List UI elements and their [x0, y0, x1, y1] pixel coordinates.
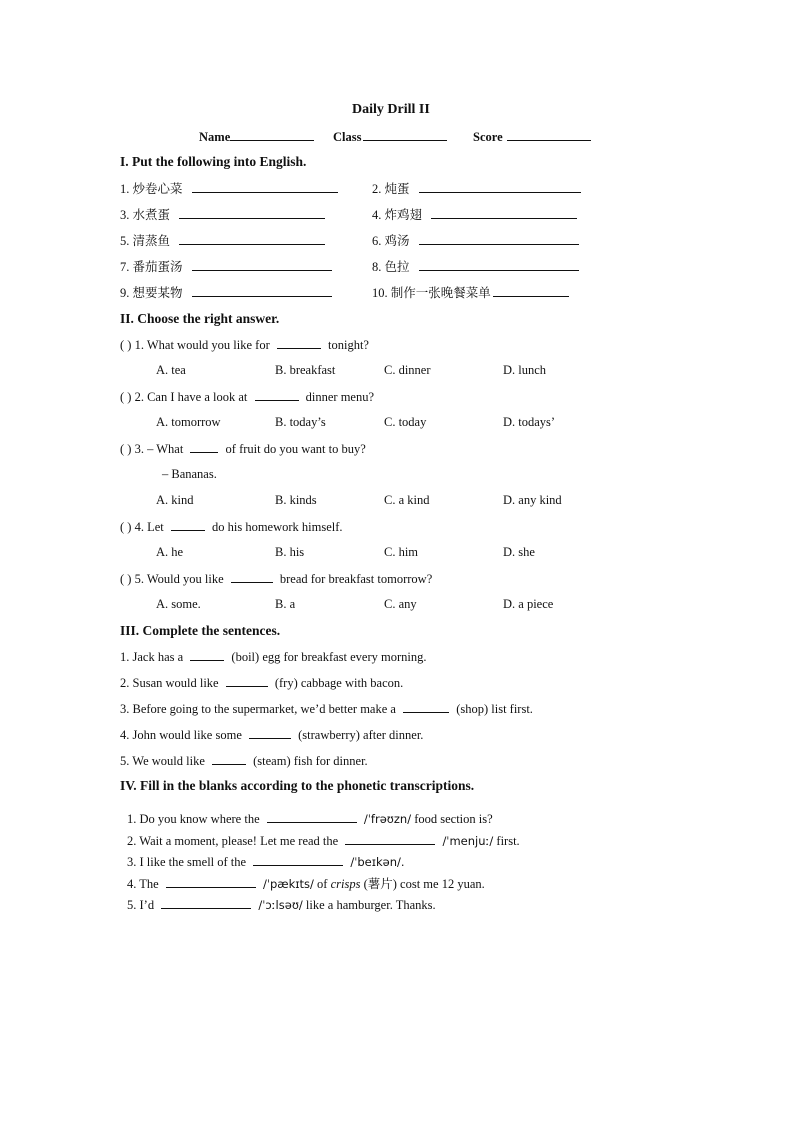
answer-blank[interactable]	[255, 388, 299, 401]
answer-blank[interactable]	[161, 896, 251, 909]
section-4-heading: IV. Fill in the blanks according to the phonetic transcriptions.	[120, 778, 475, 793]
phonetic-item: 4. The /ˈpækɪts/ of crisps (薯片) cost me 12 yuan.	[127, 877, 485, 891]
sentence-item: 5. We would like (steam) fish for dinner.	[120, 754, 368, 768]
answer-blank[interactable]	[166, 875, 256, 888]
section-2-heading: II. Choose the right answer.	[120, 311, 280, 326]
answer-blank[interactable]	[419, 232, 579, 245]
option[interactable]: B. kinds	[275, 493, 317, 507]
class-blank[interactable]	[363, 128, 447, 141]
translate-item: 7. 番茄蛋汤	[120, 258, 332, 275]
translate-item: 2. 炖蛋	[372, 180, 581, 197]
name-field	[199, 128, 314, 145]
translate-item: 8. 色拉	[372, 258, 579, 275]
option[interactable]: C. any	[384, 597, 417, 611]
phonetic-item: 3. I like the smell of the /ˈbeɪkən/.	[127, 855, 405, 869]
translate-item: 1. 炒卷心菜	[120, 180, 338, 197]
answer-blank[interactable]	[345, 832, 435, 845]
option[interactable]: C. him	[384, 545, 419, 559]
option[interactable]: C. dinner	[384, 363, 431, 377]
question-stem: ( ) 2. Can I have a look at dinner menu?	[120, 390, 375, 404]
phonetic-text: /ˈɔːlsəʊ/	[258, 898, 303, 912]
sentence-item: 2. Susan would like (fry) cabbage with bacon.	[120, 676, 404, 690]
answer-blank[interactable]	[179, 232, 325, 245]
option[interactable]: D. any kind	[503, 493, 562, 507]
sentence-item: 1. Jack has a (boil) egg for breakfast every morning.	[120, 650, 427, 664]
answer-blank[interactable]	[231, 570, 273, 583]
answer-blank[interactable]	[171, 518, 205, 531]
question-stem: ( ) 5. Would you like bread for breakfast tomorrow?	[120, 572, 433, 586]
sentence-item: 4. John would like some (strawberry) after dinner.	[120, 728, 424, 742]
answer-blank[interactable]	[431, 206, 577, 219]
translate-item: 10. 制作一张晚餐菜单	[372, 284, 569, 301]
option[interactable]: D. todays’	[503, 415, 556, 429]
answer-blank[interactable]	[192, 258, 332, 271]
name-label: Name	[199, 130, 231, 144]
translate-item: 4. 炸鸡翅	[372, 206, 577, 223]
answer-blank[interactable]	[277, 336, 321, 349]
answer-blank[interactable]	[419, 258, 579, 271]
translate-item: 5. 清蒸鱼	[120, 232, 325, 249]
option[interactable]: C. a kind	[384, 493, 430, 507]
answer-blank[interactable]	[190, 440, 218, 453]
answer-blank[interactable]	[419, 180, 581, 193]
question-stem: ( ) 4. Let do his homework himself.	[120, 520, 343, 534]
page-title: Daily Drill II	[352, 102, 430, 117]
score-label: Score	[473, 130, 503, 144]
answer-blank[interactable]	[179, 206, 325, 219]
answer-blank[interactable]	[226, 674, 268, 687]
answer-blank[interactable]	[212, 752, 246, 765]
option[interactable]: B. his	[275, 545, 305, 559]
option[interactable]: A. kind	[156, 493, 194, 507]
question-stem: ( ) 3. – What of fruit do you want to buy?	[120, 442, 366, 456]
option[interactable]: D. she	[503, 545, 535, 559]
translate-item: 6. 鸡汤	[372, 232, 579, 249]
name-blank[interactable]	[230, 128, 314, 141]
translate-item: 3. 水煮蛋	[120, 206, 325, 223]
phonetic-text: /ˈmenjuː/	[442, 834, 494, 848]
answer-blank[interactable]	[253, 853, 343, 866]
question-stem: ( ) 1. What would you like for tonight?	[120, 338, 369, 352]
option[interactable]: B. today’s	[275, 415, 326, 429]
option[interactable]: D. a piece	[503, 597, 554, 611]
answer-blank[interactable]	[192, 284, 332, 297]
option[interactable]: A. tomorrow	[156, 415, 221, 429]
phonetic-text: /ˈpækɪts/	[262, 877, 314, 891]
answer-blank[interactable]	[403, 700, 449, 713]
option[interactable]: B. breakfast	[275, 363, 336, 377]
option[interactable]: A. tea	[156, 363, 186, 377]
answer-blank[interactable]	[249, 726, 291, 739]
class-label: Class	[333, 130, 362, 144]
score-blank[interactable]	[507, 128, 591, 141]
option[interactable]: B. a	[275, 597, 296, 611]
option[interactable]: A. some.	[156, 597, 201, 611]
phonetic-text: /ˈbeɪkən/.	[350, 855, 405, 869]
answer-blank[interactable]	[267, 810, 357, 823]
phonetic-text: /ˈfrəʊzn/	[363, 812, 412, 826]
sentence-item: 3. Before going to the supermarket, we’d better make a (shop) list first.	[120, 702, 533, 716]
section-1-heading: I. Put the following into English.	[120, 154, 307, 169]
score-field	[473, 128, 591, 145]
answer-blank[interactable]	[192, 180, 338, 193]
phonetic-item: 2. Wait a moment, please! Let me read the /ˈmenjuː/ first.	[127, 834, 520, 848]
answer-blank[interactable]	[190, 648, 224, 661]
class-field	[333, 128, 447, 145]
phonetic-item: 1. Do you know where the /ˈfrəʊzn/ food section is?	[127, 812, 493, 826]
phonetic-item: 5. I’d /ˈɔːlsəʊ/ like a hamburger. Thanks.	[127, 898, 436, 912]
option[interactable]: D. lunch	[503, 363, 547, 377]
translate-item: 9. 想要某物	[120, 284, 332, 301]
option[interactable]: A. he	[156, 545, 184, 559]
option[interactable]: C. today	[384, 415, 427, 429]
question-reply: – Bananas.	[162, 467, 217, 481]
answer-blank[interactable]	[493, 284, 569, 297]
section-3-heading: III. Complete the sentences.	[120, 623, 281, 638]
